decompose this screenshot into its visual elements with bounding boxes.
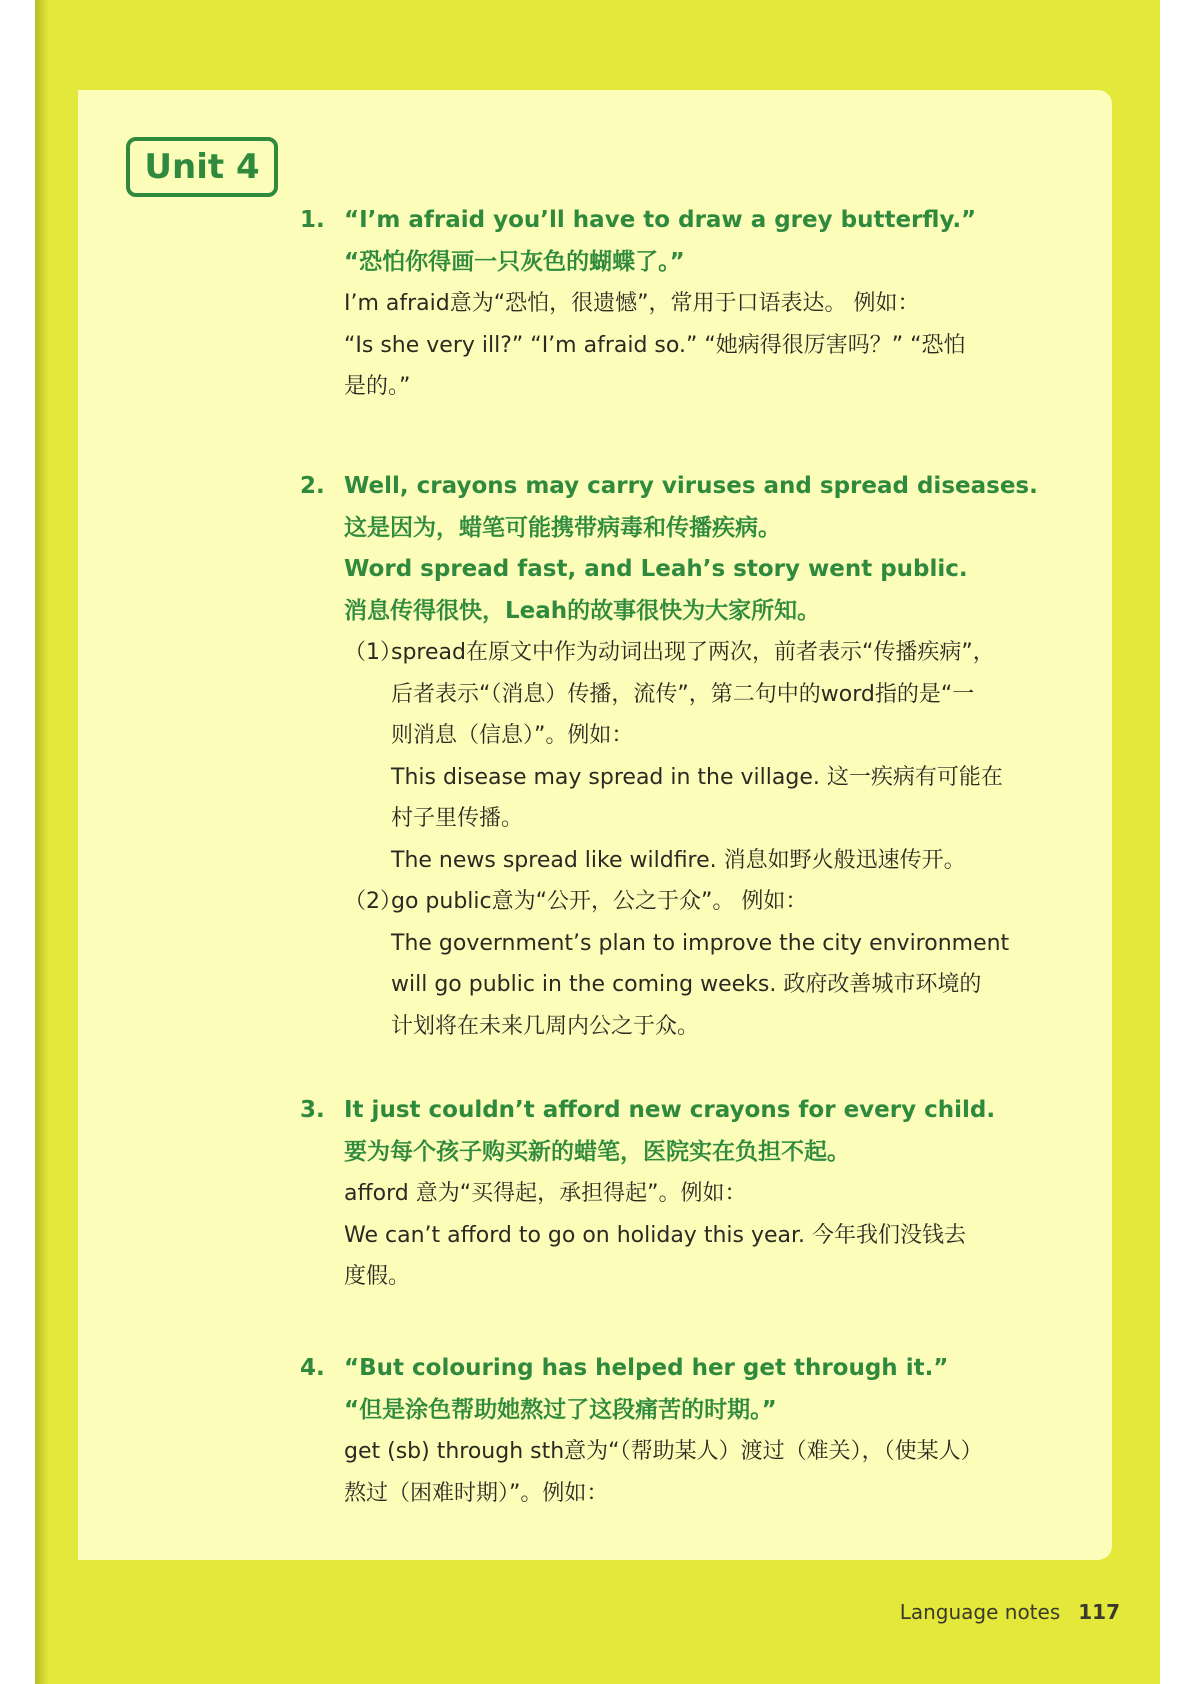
note-number: 1.: [300, 207, 325, 233]
note-sentence-zh: “恐怕你得画一只灰色的蝴蝶了。”: [344, 248, 685, 275]
note-text-line: 熬过（困难时期）”。例如：: [344, 1480, 609, 1506]
note-text-line: will go public in the coming weeks. 政府改善城市环境的: [391, 972, 982, 997]
note-text-line: 度假。: [344, 1264, 411, 1289]
unit-badge: Unit 4: [126, 137, 278, 197]
note-sentence-en: Well, crayons may carry viruses and spread diseases.: [344, 473, 1038, 499]
note-text-line: spread在原文中作为动词出现了两次，前者表示“传播疾病”，: [391, 640, 995, 665]
note-text-line: The government’s plan to improve the city environment: [391, 930, 1010, 956]
note-text-line: We can’t afford to go on holiday this year. 今年我们没钱去: [344, 1222, 967, 1248]
note-sentence-en: “But colouring has helped her get through it.”: [344, 1355, 949, 1381]
note-sentence-en: Word spread fast, and Leah’s story went public.: [344, 556, 968, 582]
sub-note-1: [344, 632, 1040, 881]
note-number: 3.: [300, 1097, 325, 1123]
note-text-line: The news spread like wildfire. 消息如野火般迅速传开。: [391, 847, 966, 873]
note-sentence-zh: 要为每个孩子购买新的蜡笔，医院实在负担不起。: [344, 1138, 850, 1165]
note-sentence-zh: 这是因为，蜡笔可能携带病毒和传播疾病。: [344, 514, 781, 541]
note-text-line: This disease may spread in the village. 这一疾病有可能在: [391, 764, 1003, 790]
note-number: 4.: [300, 1355, 325, 1381]
note-number: 2.: [300, 473, 325, 499]
note-text-line: 是的。”: [344, 374, 411, 399]
note-text-line: go public意为“公开，公之于众”。 例如：: [391, 889, 808, 914]
footer-label: Language notes: [899, 1600, 1061, 1624]
note-text-line: “Is she very ill?” “I’m afraid so.” “她病得很厉害吗？” “恐怕: [344, 332, 966, 358]
note-sentence-en: It just couldn’t afford new crayons for every child.: [344, 1097, 996, 1123]
page-footer: [900, 1600, 1120, 1624]
note-text-line: get (sb) through sth意为“（帮助某人）渡过（难关），（使某人）: [344, 1439, 983, 1464]
note-4: [300, 1348, 1040, 1514]
page-number: 117: [1078, 1600, 1120, 1624]
note-text-line: 村子里传播。: [391, 806, 524, 831]
note-sentence-zh: “但是涂色帮助她熬过了这段痛苦的时期。”: [344, 1396, 777, 1423]
note-sentence-en: “I’m afraid you’ll have to draw a grey butterfly.”: [344, 207, 977, 233]
note-text-line: afford 意为“买得起，承担得起”。例如：: [344, 1181, 747, 1206]
sub-note-number: （1）: [344, 640, 402, 665]
note-text-line: 则消息（信息）”。例如：: [391, 723, 634, 748]
page-binding-shadow: [35, 0, 49, 1684]
note-2: [300, 466, 1040, 1047]
note-1: [300, 200, 1040, 408]
note-text-line: 计划将在未来几周内公之于众。: [391, 1013, 700, 1039]
note-text-line: 后者表示“（消息）传播，流传”，第二句中的word指的是“一: [391, 681, 975, 707]
note-3: [300, 1090, 1040, 1298]
note-text-line: I’m afraid意为“恐怕，很遗憾”，常用于口语表达。 例如：: [344, 291, 920, 316]
sub-note-number: （2）: [344, 889, 402, 914]
note-sentence-zh: 消息传得很快，Leah的故事很快为大家所知。: [344, 597, 821, 624]
sub-note-2: [344, 881, 1040, 1047]
